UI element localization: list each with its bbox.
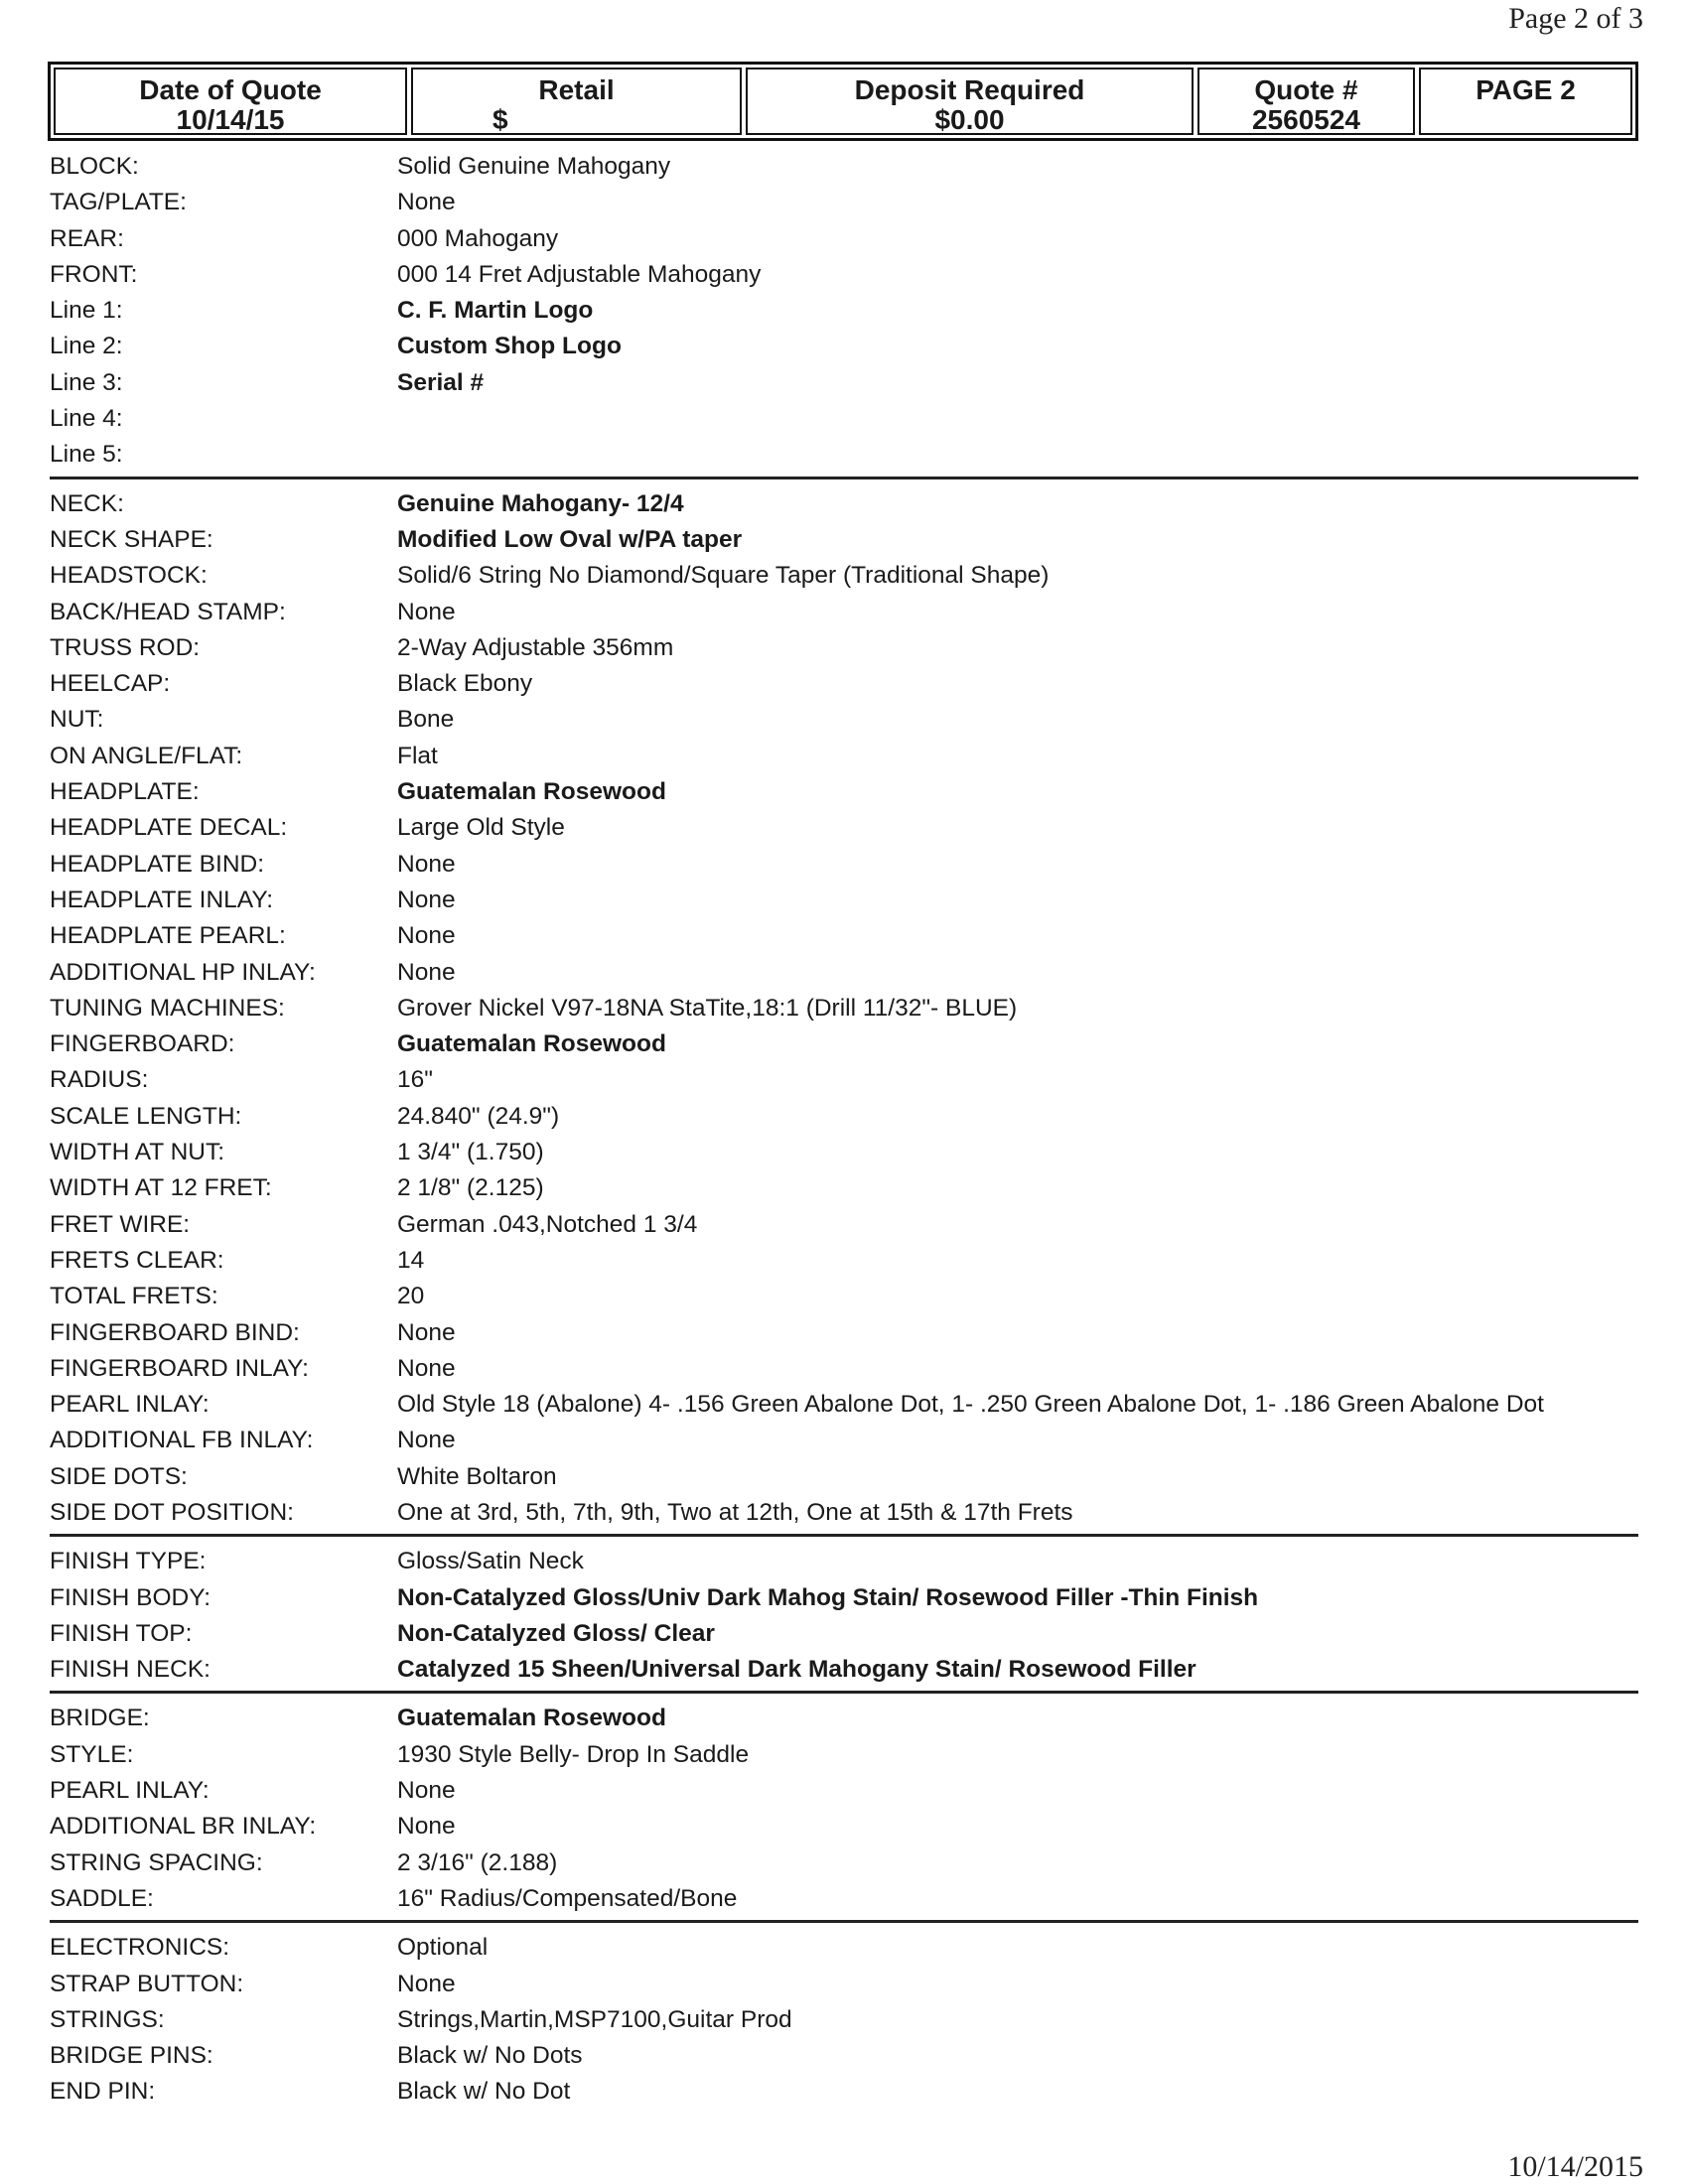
spec-value: Gloss/Satin Neck [397,1548,584,1575]
spec-value: Optional [397,1934,489,1962]
spec-label: STRAP BUTTON: [50,1970,244,1997]
spec-value: One at 3rd, 5th, 7th, 9th, Two at 12th, One at 15th & 17th Frets [397,1498,1073,1526]
spec-label: FINISH TOP: [50,1619,193,1647]
spec-value: 24.840" (24.9") [397,1102,560,1130]
spec-row [50,2074,1638,2110]
spec-row [50,365,1638,401]
spec-row [50,1495,1638,1531]
spec-row [50,1652,1638,1688]
spec-label: BRIDGE PINS: [50,2042,213,2070]
spec-label: TOTAL FRETS: [50,1283,218,1310]
spec-label: FINISH TYPE: [50,1548,207,1575]
spec-section [50,1930,1638,2113]
spec-label: NECK SHAPE: [50,525,213,553]
spec-row [50,1387,1638,1423]
spec-value: Black w/ No Dots [397,2042,583,2070]
spec-label: FINGERBOARD BIND: [50,1318,300,1346]
spec-row [50,1170,1638,1206]
spec-value: 000 14 Fret Adjustable Mahogany [397,260,762,288]
spec-label: HEADPLATE INLAY: [50,886,274,913]
spec-row [50,1580,1638,1616]
spec-value: Genuine Mahogany- 12/4 [397,489,684,517]
spec-row [50,522,1638,558]
spec-row [50,774,1638,810]
spec-row [50,847,1638,883]
retail-value: $ [492,104,508,135]
spec-section [50,486,1638,1538]
date-of-quote-label: Date of Quote [139,74,322,105]
spec-row [50,1967,1638,2002]
spec-label: Line 4: [50,405,123,433]
spec-value: 1 3/4" (1.750) [397,1139,544,1166]
spec-label: Line 3: [50,368,123,396]
spec-label: FINISH BODY: [50,1583,211,1611]
spec-label: HEADPLATE PEARL: [50,922,286,950]
spec-value: C. F. Martin Logo [397,297,594,325]
spec-label: ADDITIONAL HP INLAY: [50,958,316,986]
spec-value: None [397,958,456,986]
spec-row [50,185,1638,220]
page-cell [1419,68,1632,135]
spec-label: REAR: [50,224,124,252]
spec-row [50,702,1638,738]
spec-value: 000 Mahogany [397,224,559,252]
spec-value: Grover Nickel V97-18NA StaTite,18:1 (Drill 11/32"- BLUE) [397,994,1018,1022]
spec-label: ON ANGLE/FLAT: [50,742,243,769]
spec-label: HEADSTOCK: [50,562,208,590]
spec-row [50,329,1638,364]
retail-label: Retail [538,74,615,105]
spec-label: HEADPLATE DECAL: [50,814,288,842]
deposit-required-cell [746,68,1194,135]
spec-value: 1930 Style Belly- Drop In Saddle [397,1740,750,1768]
spec-label: Line 5: [50,441,123,469]
spec-label: ELECTRONICS: [50,1934,230,1962]
spec-row [50,1207,1638,1243]
spec-row [50,1062,1638,1098]
retail-cell [411,68,742,135]
spec-label: STRINGS: [50,2005,165,2033]
spec-value: None [397,189,456,216]
spec-value: Black Ebony [397,670,533,698]
spec-label: PEARL INLAY: [50,1777,210,1805]
spec-value: Guatemalan Rosewood [397,1705,666,1732]
spec-label: Line 1: [50,297,123,325]
spec-label: STRING SPACING: [50,1848,263,1876]
spec-label: FINGERBOARD INLAY: [50,1354,309,1382]
spec-value: Guatemalan Rosewood [397,1030,666,1058]
spec-value: Flat [397,742,438,769]
spec-value: Catalyzed 15 Sheen/Universal Dark Mahogany Stain/ Rosewood Filler [397,1656,1196,1684]
spec-row [50,1459,1638,1495]
spec-value: 16" [397,1066,433,1094]
spec-value: Bone [397,706,455,734]
spec-label: TAG/PLATE: [50,189,187,216]
spec-row [50,437,1638,473]
spec-row [50,918,1638,954]
spec-value: White Boltaron [397,1462,557,1490]
spec-row [50,221,1638,257]
spec-row [50,2002,1638,2038]
spec-value: German .043,Notched 1 3/4 [397,1210,698,1238]
spec-row [50,666,1638,702]
spec-label: TUNING MACHINES: [50,994,285,1022]
spec-value: Modified Low Oval w/PA taper [397,525,743,553]
spec-value: Non-Catalyzed Gloss/ Clear [397,1619,715,1647]
spec-value: None [397,850,456,878]
page-label: PAGE 2 [1476,74,1576,105]
spec-row [50,1881,1638,1917]
spec-value: None [397,1813,456,1841]
spec-label: FINGERBOARD: [50,1030,235,1058]
spec-value: 2 3/16" (2.188) [397,1848,558,1876]
spec-label: SADDLE: [50,1884,154,1912]
spec-section [50,149,1638,479]
spec-row [50,883,1638,918]
date-of-quote-cell [54,68,407,135]
spec-label: SCALE LENGTH: [50,1102,242,1130]
spec-label: ADDITIONAL FB INLAY: [50,1427,314,1454]
spec-value: Non-Catalyzed Gloss/Univ Dark Mahog Stain/ Rosewood Filler -Thin Finish [397,1583,1259,1611]
spec-label: TRUSS ROD: [50,633,201,661]
spec-value: Serial # [397,368,485,396]
spec-row [50,1809,1638,1844]
spec-value: None [397,1970,456,1997]
spec-row [50,486,1638,522]
spec-value: Black w/ No Dot [397,2078,571,2106]
spec-row [50,1845,1638,1881]
spec-row [50,1026,1638,1062]
spec-row [50,739,1638,774]
spec-row [50,257,1638,293]
spec-value: None [397,598,456,625]
spec-row [50,1423,1638,1458]
quote-number-value: 2560524 [1251,104,1360,135]
spec-row [50,1279,1638,1314]
spec-label: HEADPLATE: [50,778,200,806]
spec-row [50,1773,1638,1809]
spec-value: None [397,1427,456,1454]
spec-label: HEELCAP: [50,670,171,698]
spec-row [50,149,1638,185]
spec-row [50,293,1638,329]
spec-value: None [397,1318,456,1346]
spec-label: BRIDGE: [50,1705,150,1732]
spec-row [50,558,1638,594]
spec-row [50,1351,1638,1387]
spec-label: END PIN: [50,2078,156,2106]
spec-row [50,1544,1638,1579]
spec-row [50,991,1638,1026]
date-of-quote-value: 10/14/15 [176,104,285,135]
spec-value: None [397,1777,456,1805]
spec-label: BACK/HEAD STAMP: [50,598,286,625]
spec-label: WIDTH AT 12 FRET: [50,1174,272,1202]
spec-label: FRET WIRE: [50,1210,191,1238]
spec-value [397,401,1638,437]
spec-value [397,437,1638,473]
spec-label: SIDE DOT POSITION: [50,1498,294,1526]
spec-label: PEARL INLAY: [50,1391,210,1419]
spec-label: RADIUS: [50,1066,149,1094]
spec-row [50,810,1638,846]
spec-row [50,401,1638,437]
deposit-required-value: $0.00 [934,104,1005,135]
spec-value: None [397,886,456,913]
spec-label: WIDTH AT NUT: [50,1139,225,1166]
quote-number-label: Quote # [1254,74,1358,105]
spec-value: None [397,922,456,950]
spec-value: 16" Radius/Compensated/Bone [397,1884,738,1912]
spec-value: Guatemalan Rosewood [397,778,666,806]
spec-value: Strings,Martin,MSP7100,Guitar Prod [397,2005,792,2033]
spec-value: 2 1/8" (2.125) [397,1174,544,1202]
spec-value: 14 [397,1246,425,1274]
spec-row [50,1616,1638,1652]
footer-date: 10/14/2015 [1507,2150,1643,2183]
spec-row [50,2038,1638,2074]
page-number: Page 2 of 3 [1508,2,1643,35]
deposit-required-label: Deposit Required [854,74,1085,105]
spec-label: FINISH NECK: [50,1656,211,1684]
spec-row [50,1135,1638,1170]
spec-label: STYLE: [50,1740,134,1768]
spec-label: NUT: [50,706,104,734]
spec-value: Custom Shop Logo [397,333,622,360]
spec-row [50,1099,1638,1135]
spec-value: 20 [397,1283,425,1310]
spec-label: ADDITIONAL BR INLAY: [50,1813,317,1841]
spec-section [50,1701,1638,1923]
quote-number-cell [1197,68,1415,135]
spec-row [50,1737,1638,1773]
spec-list [50,149,1638,2120]
spec-label: FRONT: [50,260,138,288]
quote-header-table [48,62,1638,141]
spec-row [50,1243,1638,1279]
spec-value: Large Old Style [397,814,565,842]
spec-value: Solid/6 String No Diamond/Square Taper (Traditional Shape) [397,562,1050,590]
spec-row [50,630,1638,666]
spec-label: Line 2: [50,333,123,360]
spec-label: HEADPLATE BIND: [50,850,265,878]
spec-row [50,955,1638,991]
spec-row [50,1930,1638,1966]
spec-value: 2-Way Adjustable 356mm [397,633,674,661]
spec-row [50,1315,1638,1351]
spec-value: Solid Genuine Mahogany [397,153,671,180]
spec-row [50,1701,1638,1736]
spec-label: BLOCK: [50,153,139,180]
spec-row [50,595,1638,630]
spec-label: NECK: [50,489,124,517]
spec-value: Old Style 18 (Abalone) 4- .156 Green Abalone Dot, 1- .250 Green Abalone Dot, 1- .186 Green Abalone Dot [397,1391,1544,1419]
spec-label: SIDE DOTS: [50,1462,188,1490]
spec-value: None [397,1354,456,1382]
spec-label: FRETS CLEAR: [50,1246,224,1274]
spec-section [50,1544,1638,1694]
